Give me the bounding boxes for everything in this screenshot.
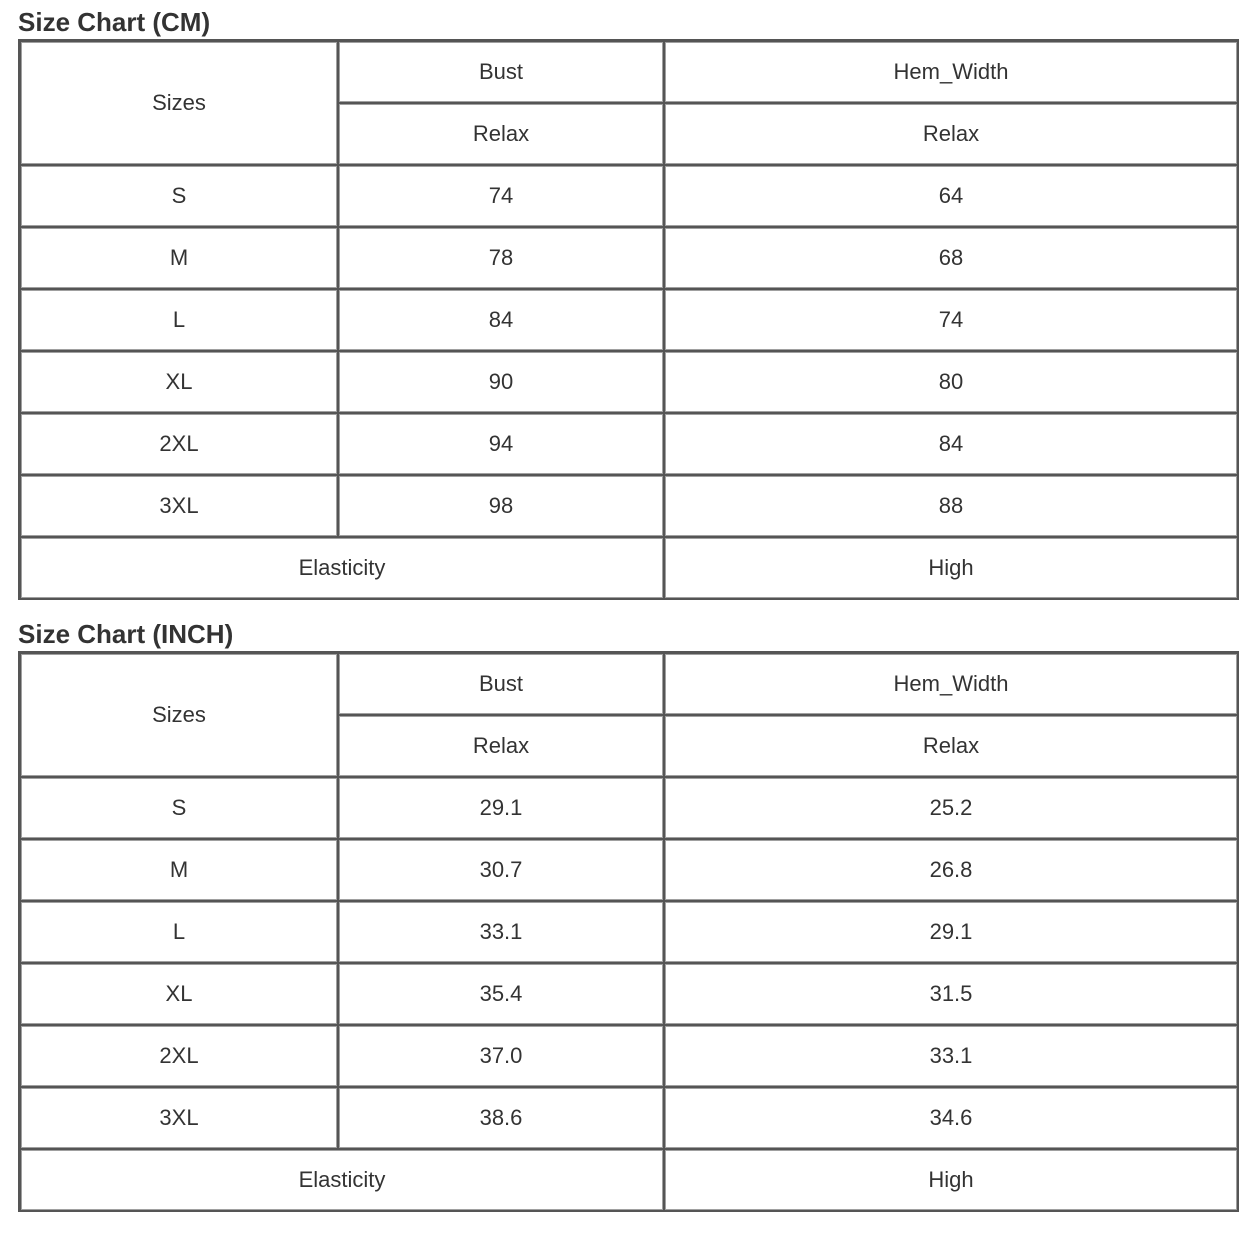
hem-width-header: Hem_Width xyxy=(664,653,1238,715)
size-cell: M xyxy=(20,227,338,289)
bust-cell: 94 xyxy=(338,413,664,475)
size-cell: 3XL xyxy=(20,475,338,537)
hem-width-cell: 80 xyxy=(664,351,1238,413)
size-cell: 2XL xyxy=(20,413,338,475)
hem-width-cell: 64 xyxy=(664,165,1238,227)
size-cell: S xyxy=(20,165,338,227)
table-row xyxy=(20,227,1238,289)
size-cell: S xyxy=(20,777,338,839)
bust-header: Bust xyxy=(338,653,664,715)
size-chart-inch-title: Size Chart (INCH) xyxy=(18,619,234,649)
hem-width-cell: 34.6 xyxy=(664,1087,1238,1149)
hem-width-cell: 74 xyxy=(664,289,1238,351)
hem-width-cell: 68 xyxy=(664,227,1238,289)
table-row xyxy=(20,1025,1238,1087)
size-cell: XL xyxy=(20,351,338,413)
sizes-header: Sizes xyxy=(20,653,338,777)
table-row xyxy=(20,351,1238,413)
table-row xyxy=(20,901,1238,963)
table-header-row xyxy=(20,653,1238,715)
size-chart-inch-table xyxy=(18,651,1239,1212)
hem-width-cell: 29.1 xyxy=(664,901,1238,963)
elasticity-row xyxy=(20,537,1238,599)
hem-width-cell: 26.8 xyxy=(664,839,1238,901)
elasticity-value: High xyxy=(664,537,1238,599)
table-row xyxy=(20,963,1238,1025)
table-row xyxy=(20,475,1238,537)
size-cell: M xyxy=(20,839,338,901)
size-chart-cm-title: Size Chart (CM) xyxy=(18,7,211,37)
size-chart-inch-section xyxy=(18,612,1239,1212)
bust-cell: 78 xyxy=(338,227,664,289)
elasticity-row xyxy=(20,1149,1238,1211)
hem-width-cell: 31.5 xyxy=(664,963,1238,1025)
size-cell: XL xyxy=(20,963,338,1025)
bust-cell: 84 xyxy=(338,289,664,351)
table-row xyxy=(20,1087,1238,1149)
bust-cell: 74 xyxy=(338,165,664,227)
bust-cell: 38.6 xyxy=(338,1087,664,1149)
hem-width-subheader: Relax xyxy=(664,715,1238,777)
size-chart-cm-section xyxy=(18,0,1239,600)
table-row xyxy=(20,777,1238,839)
size-cell: L xyxy=(20,901,338,963)
hem-width-cell: 84 xyxy=(664,413,1238,475)
hem-width-cell: 88 xyxy=(664,475,1238,537)
hem-width-subheader: Relax xyxy=(664,103,1238,165)
bust-cell: 30.7 xyxy=(338,839,664,901)
table-header-row xyxy=(20,41,1238,103)
bust-cell: 98 xyxy=(338,475,664,537)
elasticity-label: Elasticity xyxy=(20,537,664,599)
elasticity-label: Elasticity xyxy=(20,1149,664,1211)
bust-cell: 90 xyxy=(338,351,664,413)
bust-header: Bust xyxy=(338,41,664,103)
hem-width-cell: 33.1 xyxy=(664,1025,1238,1087)
bust-cell: 37.0 xyxy=(338,1025,664,1087)
bust-cell: 29.1 xyxy=(338,777,664,839)
size-chart-cm-table xyxy=(18,39,1239,600)
sizes-header: Sizes xyxy=(20,41,338,165)
bust-cell: 33.1 xyxy=(338,901,664,963)
table-row xyxy=(20,413,1238,475)
size-cell: L xyxy=(20,289,338,351)
table-row xyxy=(20,289,1238,351)
table-row xyxy=(20,165,1238,227)
hem-width-header: Hem_Width xyxy=(664,41,1238,103)
table-row xyxy=(20,839,1238,901)
bust-subheader: Relax xyxy=(338,715,664,777)
hem-width-cell: 25.2 xyxy=(664,777,1238,839)
bust-subheader: Relax xyxy=(338,103,664,165)
size-cell: 2XL xyxy=(20,1025,338,1087)
size-cell: 3XL xyxy=(20,1087,338,1149)
bust-cell: 35.4 xyxy=(338,963,664,1025)
elasticity-value: High xyxy=(664,1149,1238,1211)
